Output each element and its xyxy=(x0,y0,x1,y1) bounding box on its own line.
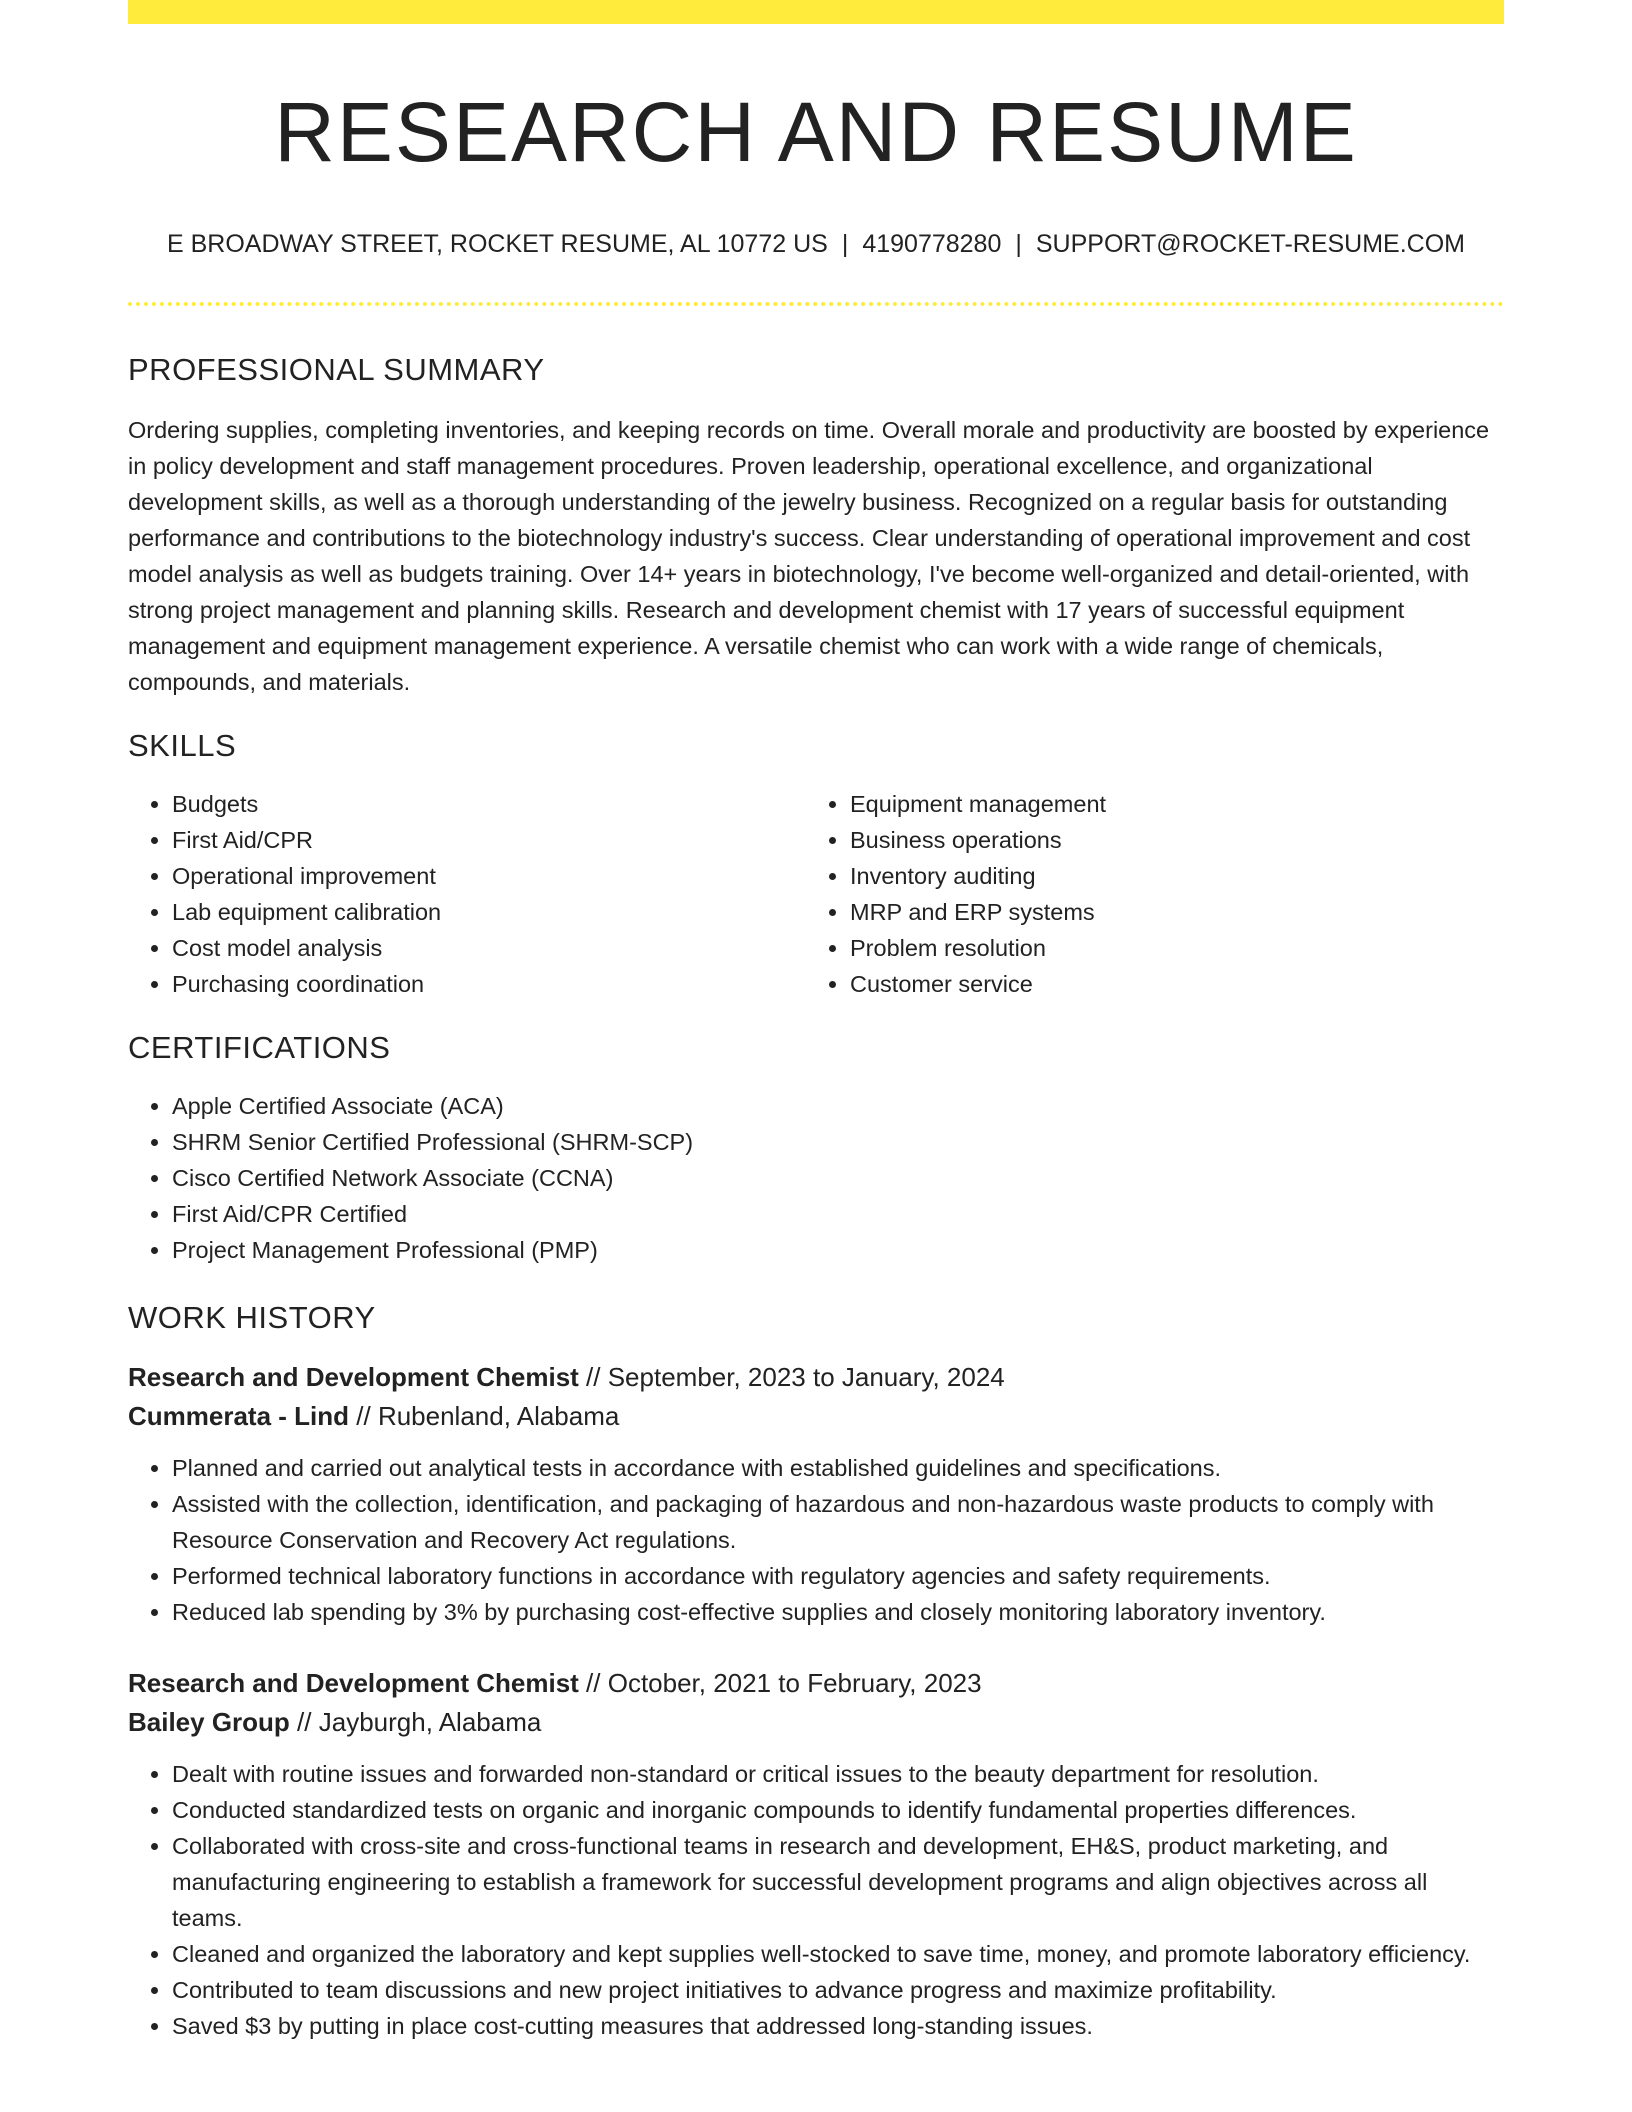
job-bullet: • Collaborated with cross-site and cross-functional teams in research and development, EH&S, product marketing, and manufacturing engineering to establish a framework for successful development programs and align objectives across all teams. xyxy=(172,1828,1504,1936)
skill-item: • Purchasing coordination xyxy=(172,966,806,1002)
job-bullet: • Saved $3 by putting in place cost-cutting measures that addressed long-standing issues. xyxy=(172,2008,1504,2044)
job-bullet: • Performed technical laboratory functions in accordance with regulatory agencies and safety requirements. xyxy=(172,1558,1504,1594)
job-title-line xyxy=(128,1664,1504,1703)
job-company: Cummerata - Lind xyxy=(128,1401,350,1431)
summary-text: Ordering supplies, completing inventories, and keeping records on time. Overall morale and productivity are boosted by experience in policy development and staff management procedures. Proven leadership, operational excellence, and organizational development skills, as well as a thorough understanding of the jewelry business. Recognized on a regular basis for outstanding performance and contributions to the biotechnology industry's success. Clear understanding of operational improvement and cost model analysis as well as budgets training. Over 14+ years in biotechnology, I've become well-organized and detail-oriented, with strong project management and planning skills. Research and development chemist with 17 years of successful equipment management and equipment management experience. A versatile chemist who can work with a wide range of chemicals, compounds, and materials. xyxy=(128,417,1490,695)
job-separator: // xyxy=(578,1668,608,1698)
summary-heading: PROFESSIONAL SUMMARY xyxy=(128,352,545,387)
job-dates: October, 2021 to February, 2023 xyxy=(607,1668,982,1698)
skill-item: • Problem resolution xyxy=(850,930,1484,966)
job-bullet: • Dealt with routine issues and forwarded non-standard or critical issues to the beauty department for resolution. xyxy=(172,1756,1504,1792)
skill-item: • Budgets xyxy=(172,786,806,822)
job-bullet: • Contributed to team discussions and new project initiatives to advance progress and maximize profitability. xyxy=(172,1972,1504,2008)
accent-bar xyxy=(128,0,1504,24)
skill-item: • First Aid/CPR xyxy=(172,822,806,858)
job-bullet: • Cleaned and organized the laboratory and kept supplies well-stocked to save time, money, and promote laboratory efficiency. xyxy=(172,1936,1504,1972)
work-history-heading: WORK HISTORY xyxy=(128,1300,376,1335)
skills-left-list xyxy=(128,786,806,1002)
job-location: Jayburgh, Alabama xyxy=(318,1707,542,1737)
certification-item: • Project Management Professional (PMP) xyxy=(172,1232,1504,1268)
skills-right-list xyxy=(806,786,1484,1002)
skill-item: • MRP and ERP systems xyxy=(850,894,1484,930)
job-title: Research and Development Chemist xyxy=(128,1362,579,1392)
certifications-list xyxy=(128,1088,1504,1268)
contact-separator: | xyxy=(1015,230,1022,258)
skills-left-column xyxy=(128,786,806,1002)
job-entry xyxy=(128,1358,1504,1630)
job-entry xyxy=(128,1664,1504,2044)
certifications-heading: CERTIFICATIONS xyxy=(128,1030,391,1065)
contact-address: E BROADWAY STREET, ROCKET RESUME, AL 10772 US xyxy=(166,230,828,258)
contact-phone: 4190778280 xyxy=(862,230,1002,258)
skill-item: • Business operations xyxy=(850,822,1484,858)
skills-columns xyxy=(128,786,1504,1002)
skill-item: • Cost model analysis xyxy=(172,930,806,966)
skills-heading: SKILLS xyxy=(128,728,237,763)
certification-item: • Apple Certified Associate (ACA) xyxy=(172,1088,1504,1124)
skill-item: • Customer service xyxy=(850,966,1484,1002)
skills-right-column xyxy=(806,786,1484,1002)
dotted-divider xyxy=(128,302,1504,306)
job-bullet: • Reduced lab spending by 3% by purchasing cost-effective supplies and closely monitoring laboratory inventory. xyxy=(172,1594,1504,1630)
job-location: Rubenland, Alabama xyxy=(377,1401,620,1431)
job-bullet: • Planned and carried out analytical tests in accordance with established guidelines and specifications. xyxy=(172,1450,1504,1486)
resume-page xyxy=(128,0,1504,2044)
job-separator: // xyxy=(349,1401,378,1431)
job-separator: // xyxy=(578,1362,608,1392)
certification-item: • First Aid/CPR Certified xyxy=(172,1196,1504,1232)
job-title-line xyxy=(128,1358,1504,1397)
skill-item: • Inventory auditing xyxy=(850,858,1484,894)
job-bullet: • Assisted with the collection, identification, and packaging of hazardous and non-hazardous waste products to comply with Resource Conservation and Recovery Act regulations. xyxy=(172,1486,1504,1558)
job-company-line xyxy=(128,1703,1504,1742)
job-company-line xyxy=(128,1397,1504,1436)
job-dates: September, 2023 to January, 2024 xyxy=(607,1362,1005,1392)
contact-email: SUPPORT@ROCKET-RESUME.COM xyxy=(1035,230,1466,258)
contact-line xyxy=(128,228,1504,260)
job-bullet: • Conducted standardized tests on organic and inorganic compounds to identify fundamental properties differences. xyxy=(172,1792,1504,1828)
job-bullets xyxy=(128,1756,1504,2044)
resume-name: RESEARCH AND RESUME xyxy=(274,85,1358,179)
skill-item: • Operational improvement xyxy=(172,858,806,894)
skill-item: • Equipment management xyxy=(850,786,1484,822)
job-separator: // xyxy=(289,1707,319,1737)
certification-item: • SHRM Senior Certified Professional (SHRM-SCP) xyxy=(172,1124,1504,1160)
job-title: Research and Development Chemist xyxy=(128,1668,579,1698)
contact-separator: | xyxy=(841,230,849,258)
job-bullets xyxy=(128,1450,1504,1630)
job-company: Bailey Group xyxy=(128,1707,290,1737)
skill-item: • Lab equipment calibration xyxy=(172,894,806,930)
certification-item: • Cisco Certified Network Associate (CCNA) xyxy=(172,1160,1504,1196)
